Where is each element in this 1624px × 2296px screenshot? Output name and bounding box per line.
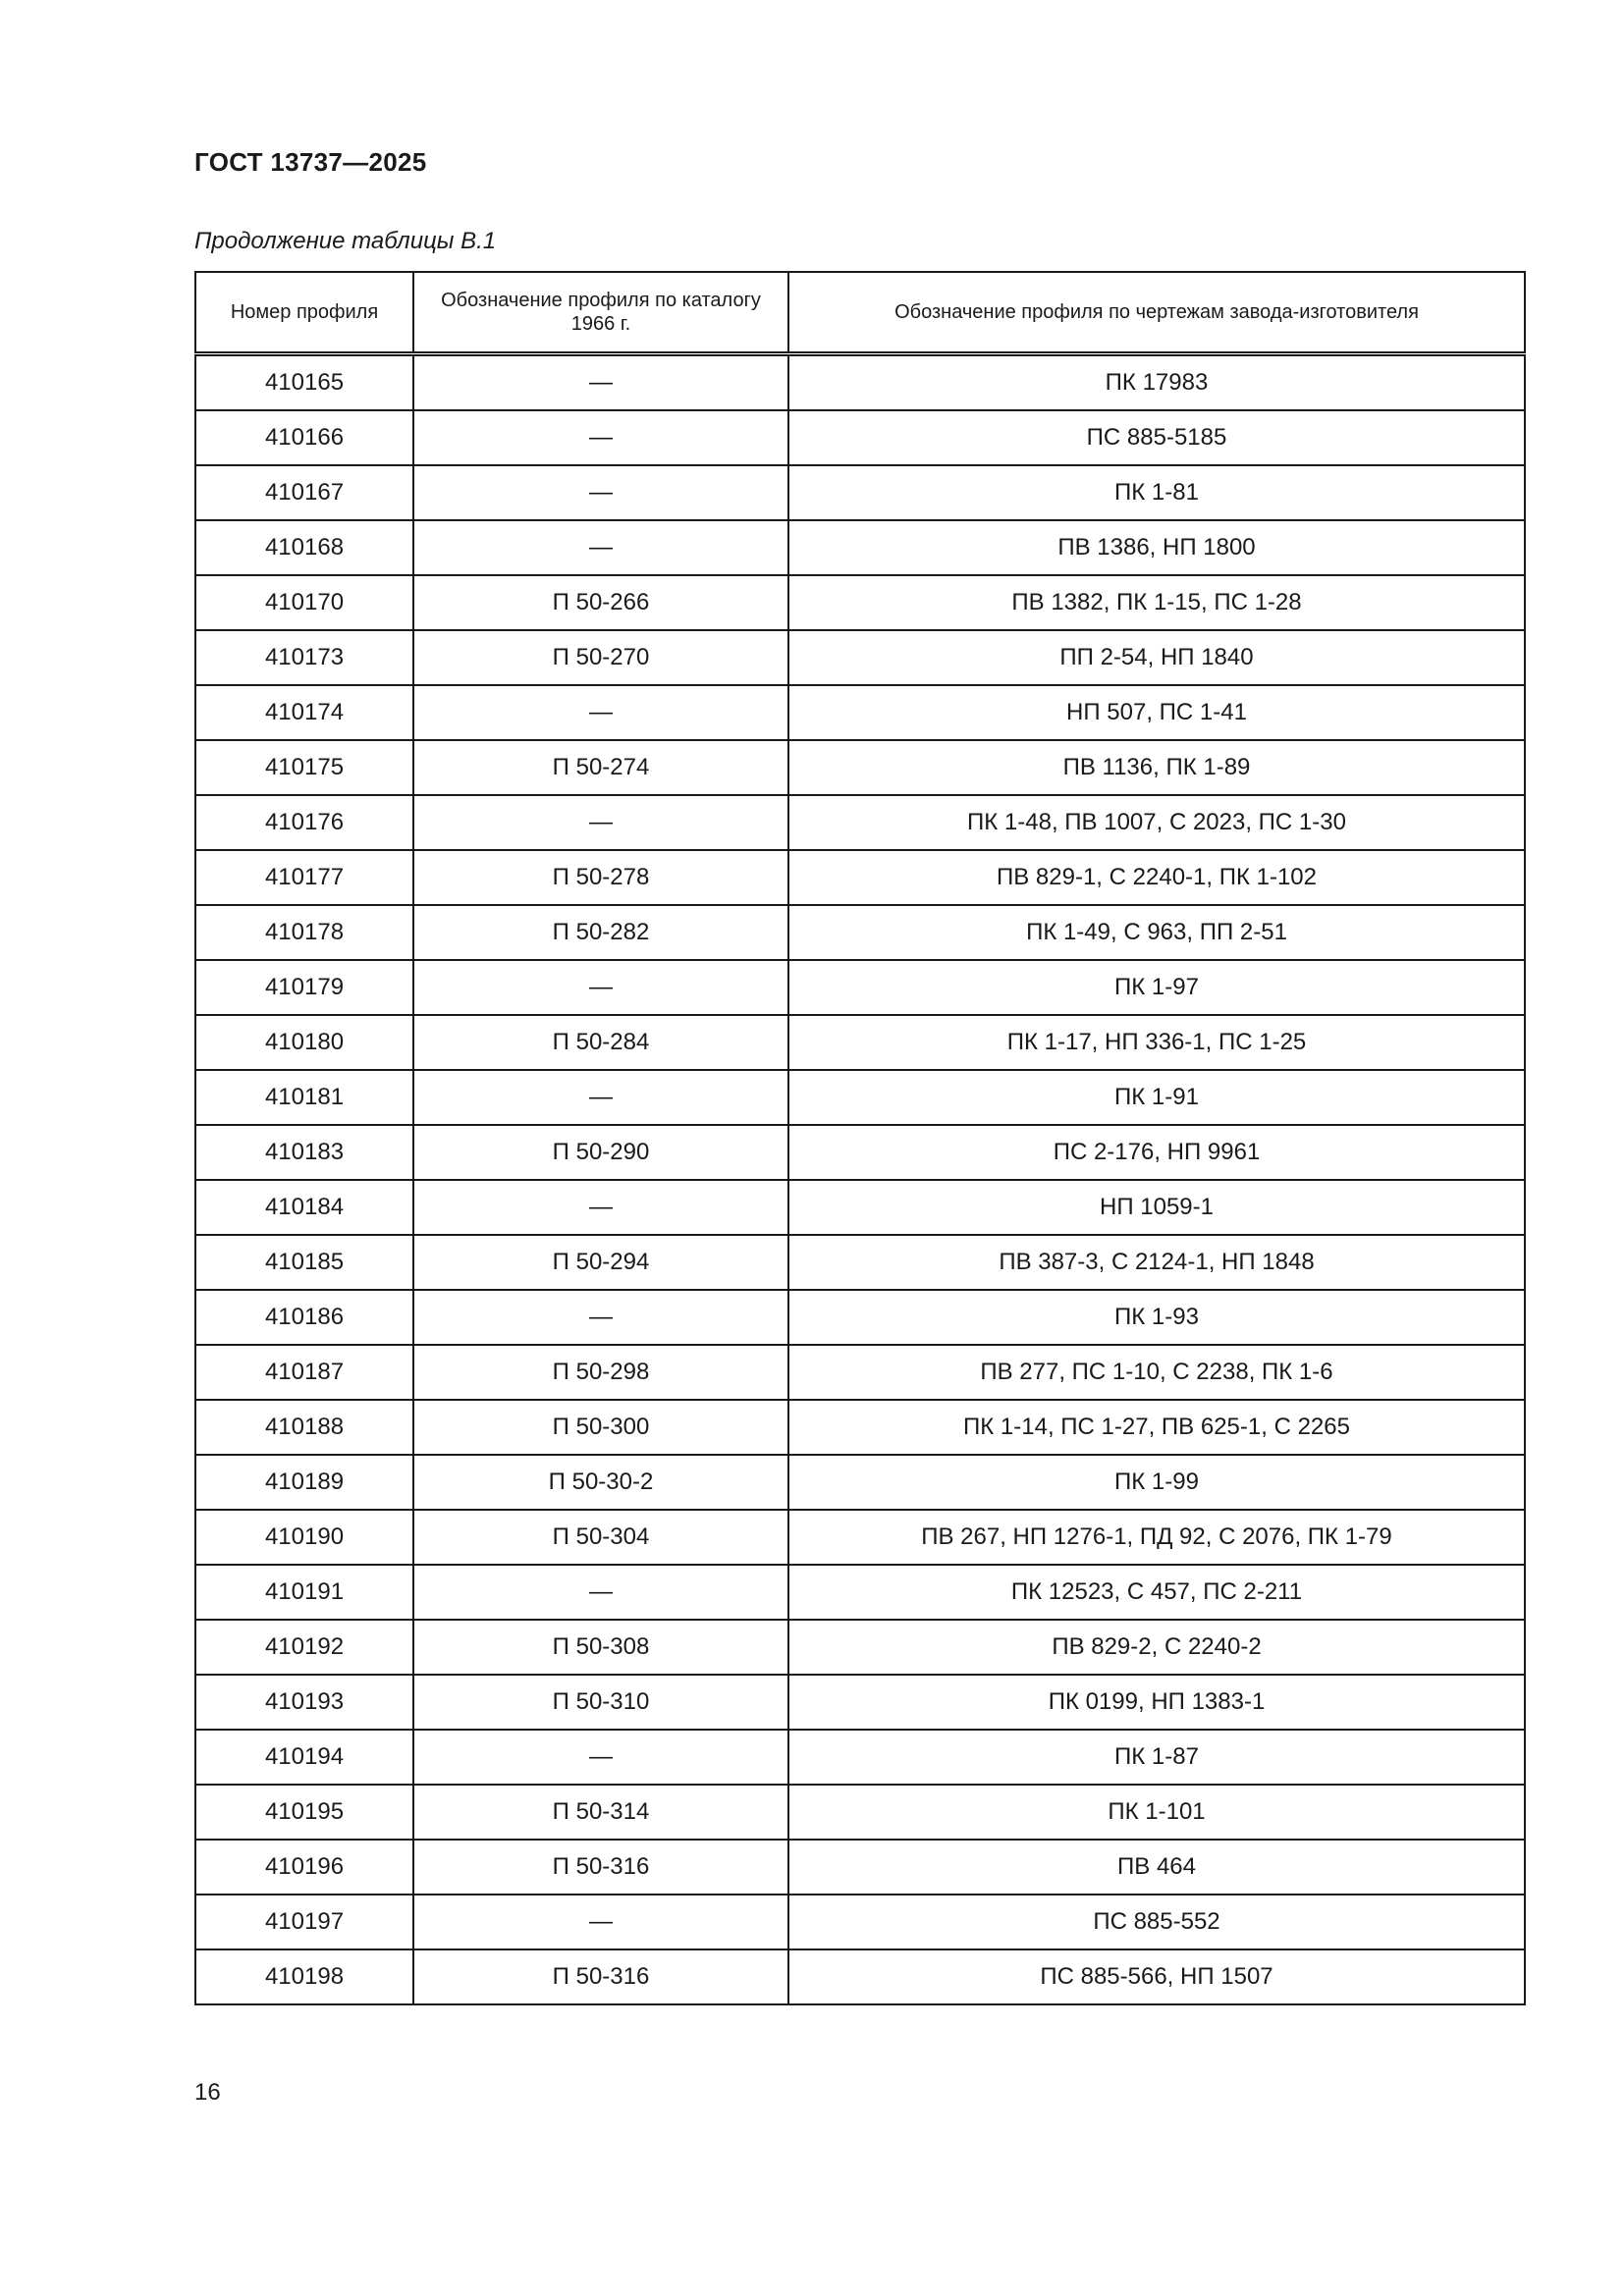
cell-factory-designation: ПП 2-54, НП 1840 <box>788 630 1525 685</box>
cell-catalog-designation: — <box>413 1730 788 1785</box>
table-row <box>195 1345 1525 1400</box>
cell-profile-number: 410167 <box>195 465 413 520</box>
cell-profile-number: 410166 <box>195 410 413 465</box>
cell-factory-designation: ПВ 1386, НП 1800 <box>788 520 1525 575</box>
cell-profile-number: 410186 <box>195 1290 413 1345</box>
cell-catalog-designation: — <box>413 960 788 1015</box>
cell-profile-number: 410179 <box>195 960 413 1015</box>
cell-catalog-designation: П 50-310 <box>413 1675 788 1730</box>
cell-factory-designation: ПК 1-17, НП 336-1, ПС 1-25 <box>788 1015 1525 1070</box>
cell-profile-number: 410178 <box>195 905 413 960</box>
cell-profile-number: 410180 <box>195 1015 413 1070</box>
table-row <box>195 1840 1525 1895</box>
table-body <box>195 354 1525 2005</box>
table-row <box>195 1235 1525 1290</box>
cell-profile-number: 410197 <box>195 1895 413 1949</box>
cell-profile-number: 410168 <box>195 520 413 575</box>
table-row <box>195 905 1525 960</box>
cell-catalog-designation: П 50-278 <box>413 850 788 905</box>
cell-factory-designation: ПС 885-566, НП 1507 <box>788 1949 1525 2004</box>
cell-factory-designation: ПК 1-97 <box>788 960 1525 1015</box>
column-header-catalog-designation: Обозначение профиля по каталогу 1966 г. <box>413 272 788 354</box>
cell-factory-designation: ПВ 277, ПС 1-10, С 2238, ПК 1-6 <box>788 1345 1525 1400</box>
cell-factory-designation: ПВ 829-1, С 2240-1, ПК 1-102 <box>788 850 1525 905</box>
table-header-row <box>195 272 1525 354</box>
document-title: ГОСТ 13737—2025 <box>194 147 427 177</box>
column-header-factory-designation: Обозначение профиля по чертежам завода-изготовителя <box>788 272 1525 354</box>
table-row <box>195 795 1525 850</box>
cell-factory-designation: НП 1059-1 <box>788 1180 1525 1235</box>
cell-catalog-designation: П 50-30-2 <box>413 1455 788 1510</box>
table-row <box>195 630 1525 685</box>
cell-profile-number: 410177 <box>195 850 413 905</box>
cell-profile-number: 410196 <box>195 1840 413 1895</box>
table-row <box>195 740 1525 795</box>
cell-catalog-designation: П 50-304 <box>413 1510 788 1565</box>
cell-profile-number: 410183 <box>195 1125 413 1180</box>
table-row <box>195 1895 1525 1949</box>
cell-factory-designation: ПВ 464 <box>788 1840 1525 1895</box>
table-row <box>195 465 1525 520</box>
cell-catalog-designation: — <box>413 1070 788 1125</box>
table-row <box>195 685 1525 740</box>
table-row <box>195 1015 1525 1070</box>
table-row <box>195 1400 1525 1455</box>
table-row <box>195 960 1525 1015</box>
table-row <box>195 1510 1525 1565</box>
cell-factory-designation: ПК 1-48, ПВ 1007, С 2023, ПС 1-30 <box>788 795 1525 850</box>
cell-factory-designation: ПК 1-99 <box>788 1455 1525 1510</box>
cell-catalog-designation: П 50-308 <box>413 1620 788 1675</box>
cell-factory-designation: ПК 1-91 <box>788 1070 1525 1125</box>
cell-profile-number: 410187 <box>195 1345 413 1400</box>
cell-profile-number: 410198 <box>195 1949 413 2004</box>
cell-factory-designation: ПВ 267, НП 1276-1, ПД 92, С 2076, ПК 1-79 <box>788 1510 1525 1565</box>
table-row <box>195 1565 1525 1620</box>
cell-catalog-designation: — <box>413 1895 788 1949</box>
cell-factory-designation: ПК 1-14, ПС 1-27, ПВ 625-1, С 2265 <box>788 1400 1525 1455</box>
cell-profile-number: 410195 <box>195 1785 413 1840</box>
cell-profile-number: 410185 <box>195 1235 413 1290</box>
cell-catalog-designation: П 50-316 <box>413 1840 788 1895</box>
cell-factory-designation: ПК 1-49, С 963, ПП 2-51 <box>788 905 1525 960</box>
cell-factory-designation: ПС 885-5185 <box>788 410 1525 465</box>
cell-factory-designation: ПК 17983 <box>788 354 1525 411</box>
profiles-table <box>194 271 1526 2005</box>
cell-factory-designation: ПВ 829-2, С 2240-2 <box>788 1620 1525 1675</box>
cell-profile-number: 410192 <box>195 1620 413 1675</box>
cell-profile-number: 410176 <box>195 795 413 850</box>
cell-factory-designation: НП 507, ПС 1-41 <box>788 685 1525 740</box>
cell-factory-designation: ПС 2-176, НП 9961 <box>788 1125 1525 1180</box>
cell-profile-number: 410170 <box>195 575 413 630</box>
cell-profile-number: 410188 <box>195 1400 413 1455</box>
table-row <box>195 1455 1525 1510</box>
cell-catalog-designation: — <box>413 795 788 850</box>
cell-factory-designation: ПВ 1136, ПК 1-89 <box>788 740 1525 795</box>
cell-factory-designation: ПК 1-81 <box>788 465 1525 520</box>
cell-catalog-designation: П 50-316 <box>413 1949 788 2004</box>
cell-catalog-designation: П 50-294 <box>413 1235 788 1290</box>
cell-catalog-designation: П 50-270 <box>413 630 788 685</box>
cell-profile-number: 410194 <box>195 1730 413 1785</box>
cell-catalog-designation: — <box>413 1290 788 1345</box>
table-row <box>195 575 1525 630</box>
table-row <box>195 1125 1525 1180</box>
table-row <box>195 1785 1525 1840</box>
cell-profile-number: 410193 <box>195 1675 413 1730</box>
cell-profile-number: 410165 <box>195 354 413 411</box>
cell-catalog-designation: П 50-300 <box>413 1400 788 1455</box>
cell-catalog-designation: П 50-290 <box>413 1125 788 1180</box>
column-header-profile-number: Номер профиля <box>195 272 413 354</box>
table-row <box>195 410 1525 465</box>
cell-catalog-designation: П 50-298 <box>413 1345 788 1400</box>
cell-factory-designation: ПК 1-87 <box>788 1730 1525 1785</box>
page-number: 16 <box>194 2079 221 2106</box>
table-row <box>195 520 1525 575</box>
table-row <box>195 1675 1525 1730</box>
cell-catalog-designation: — <box>413 1565 788 1620</box>
table-row <box>195 1620 1525 1675</box>
table-row <box>195 1070 1525 1125</box>
cell-catalog-designation: — <box>413 685 788 740</box>
table-row <box>195 1730 1525 1785</box>
cell-profile-number: 410173 <box>195 630 413 685</box>
cell-profile-number: 410189 <box>195 1455 413 1510</box>
cell-catalog-designation: — <box>413 1180 788 1235</box>
cell-catalog-designation: — <box>413 520 788 575</box>
cell-catalog-designation: — <box>413 410 788 465</box>
cell-catalog-designation: — <box>413 465 788 520</box>
cell-factory-designation: ПК 12523, С 457, ПС 2-211 <box>788 1565 1525 1620</box>
table-row <box>195 850 1525 905</box>
cell-catalog-designation: П 50-274 <box>413 740 788 795</box>
cell-catalog-designation: П 50-314 <box>413 1785 788 1840</box>
cell-factory-designation: ПВ 1382, ПК 1-15, ПС 1-28 <box>788 575 1525 630</box>
cell-factory-designation: ПК 0199, НП 1383-1 <box>788 1675 1525 1730</box>
cell-catalog-designation: — <box>413 354 788 411</box>
cell-factory-designation: ПК 1-101 <box>788 1785 1525 1840</box>
cell-profile-number: 410190 <box>195 1510 413 1565</box>
cell-profile-number: 410191 <box>195 1565 413 1620</box>
cell-factory-designation: ПС 885-552 <box>788 1895 1525 1949</box>
cell-profile-number: 410181 <box>195 1070 413 1125</box>
cell-catalog-designation: П 50-266 <box>413 575 788 630</box>
cell-catalog-designation: П 50-284 <box>413 1015 788 1070</box>
cell-factory-designation: ПВ 387-3, С 2124-1, НП 1848 <box>788 1235 1525 1290</box>
table-row <box>195 1180 1525 1235</box>
table-row <box>195 1949 1525 2004</box>
cell-catalog-designation: П 50-282 <box>413 905 788 960</box>
table-row <box>195 1290 1525 1345</box>
table-row <box>195 354 1525 411</box>
cell-profile-number: 410174 <box>195 685 413 740</box>
cell-profile-number: 410184 <box>195 1180 413 1235</box>
cell-factory-designation: ПК 1-93 <box>788 1290 1525 1345</box>
cell-profile-number: 410175 <box>195 740 413 795</box>
table-caption: Продолжение таблицы В.1 <box>194 228 497 254</box>
